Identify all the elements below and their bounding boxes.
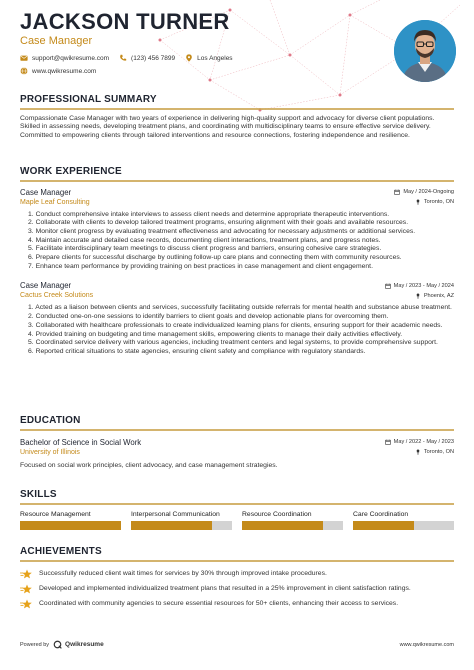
skills-section: [20, 489, 454, 530]
job-dates: [385, 283, 454, 289]
pin-icon: [415, 199, 421, 205]
contact-email[interactable]: [20, 54, 109, 62]
skill-level-bar: [353, 521, 454, 530]
job-dates-text: May / 2024-Ongoing: [403, 189, 454, 195]
pin-icon: [415, 449, 421, 455]
job-bullets: [20, 211, 454, 272]
education-location: [415, 449, 454, 455]
section-divider: [20, 429, 454, 431]
email-icon: [20, 54, 28, 62]
job-title: Case Manager: [20, 187, 72, 197]
job-location-text: Toronto, ON: [423, 199, 454, 205]
skill-item: [353, 511, 454, 530]
summary-section: [20, 94, 454, 140]
candidate-role: Case Manager: [20, 35, 93, 47]
achievement-item: [20, 599, 454, 609]
job-location-text: Phoenix, AZ: [423, 292, 454, 299]
skill-name: Care Coordination: [353, 510, 409, 518]
job-dates: [394, 189, 454, 195]
section-divider: [20, 108, 454, 110]
website-text: www.qwikresume.com: [32, 67, 97, 75]
candidate-name: JACKSON TURNER: [20, 9, 230, 34]
phone-text: (123) 456 7899: [131, 54, 176, 62]
job-bullet: Maintain accurate and detailed case records, documenting client interactions, treatment plans, and progress notes.: [35, 236, 381, 244]
job-entry-2: [20, 281, 454, 356]
pin-icon: [415, 293, 421, 299]
section-divider: [20, 503, 454, 505]
education-location-text: Toronto, ON: [423, 449, 454, 455]
degree-title: Bachelor of Science in Social Work: [20, 437, 142, 447]
experience-heading: WORK EXPERIENCE: [20, 166, 122, 177]
resume-header: [20, 10, 380, 75]
powered-by: [20, 640, 104, 649]
contact-website[interactable]: [20, 67, 96, 75]
skill-item: [20, 511, 121, 530]
section-divider: [20, 180, 454, 182]
job-bullet: Reported critical situations to state agencies, ensuring client safety and compliance with regulatory standards.: [35, 347, 366, 355]
skill-item: [242, 511, 343, 530]
summary-heading: PROFESSIONAL SUMMARY: [20, 94, 157, 105]
skill-name: Resource Management: [20, 510, 91, 518]
achievements-heading: ACHIEVEMENTS: [20, 546, 102, 557]
summary-text: Compassionate Case Manager with two years of experience in delivering high-quality support and advocacy for diverse client populations. Skilled in assessing needs, developing treatment plans, and coordinating with multidisciplinary teams to ensure effective service delivery. Committed to empowering clients through tailored interventions and resource connections, fostering independence and resilience.: [20, 114, 435, 139]
section-divider: [20, 560, 454, 562]
job-bullet: Conduct comprehensive intake interviews to assess client needs and determine appropriate therapeutic interventions.: [35, 210, 390, 218]
achievements-section: [20, 546, 454, 609]
education-dates: [385, 439, 454, 445]
experience-section: [20, 166, 454, 357]
achievement-item: [20, 584, 454, 594]
skill-name: Interpersonal Communication: [131, 510, 220, 518]
star-icon: [20, 584, 33, 594]
job-bullet: Provided training on budgeting and time management skills, empowering clients to manage their daily activities effectively.: [35, 330, 403, 338]
education-section: [20, 415, 454, 470]
job-entry-1: [20, 188, 454, 272]
person-avatar-icon: [394, 20, 456, 82]
job-bullet: Collaborate with clients to develop tailored treatment programs, ensuring alignment with their goals and available resources.: [35, 219, 409, 227]
page-footer: [20, 640, 454, 649]
achievement-text: Successfully reduced client wait times for services by 30% through improved intake procedures.: [39, 570, 327, 577]
achievement-text: Developed and implemented individualized treatment plans that resulted in a 25% improvement in client satisfaction ratings.: [39, 585, 411, 592]
skill-level-fill: [353, 521, 414, 530]
profile-photo: [394, 20, 456, 82]
skill-level-fill: [20, 521, 121, 530]
job-title: Case Manager: [20, 281, 72, 291]
contact-row: [20, 54, 380, 62]
school-name: University of Illinois: [20, 448, 80, 456]
job-dates-text: May / 2023 - May / 2024: [393, 282, 454, 289]
brand-name: Qwikresume: [65, 641, 104, 648]
job-bullet: Conducted one-on-one sessions to identify barriers to client goals and develop actionable plans for overcoming them.: [35, 313, 389, 321]
skills-list: [20, 511, 454, 530]
skills-heading: SKILLS: [20, 489, 57, 500]
job-location: [415, 199, 454, 205]
job-bullet: Prepare clients for successful discharge by outlining follow-up care plans and connecting them with community resources.: [35, 254, 402, 262]
achievement-text: Coordinated with community agencies to secure essential resources for 50+ clients, enhancing their access to services.: [39, 600, 399, 607]
job-bullet: Facilitate interdisciplinary team meetings to discuss client progress and barriers, ensuring cohesive care strategies.: [35, 245, 382, 253]
footer-url[interactable]: www.qwikresume.com: [399, 641, 454, 648]
location-text: Los Angeles: [197, 54, 233, 62]
globe-icon: [20, 67, 28, 75]
job-bullet: Monitor client progress by evaluating treatment effectiveness and advocating for necessary adjustments or additional services.: [35, 227, 416, 235]
contact-phone[interactable]: [119, 54, 175, 62]
skill-level-fill: [242, 521, 323, 530]
star-icon: [20, 569, 33, 579]
job-bullets: [20, 304, 454, 356]
phone-icon: [119, 54, 127, 62]
contact-location: [185, 54, 232, 62]
skill-level-bar: [131, 521, 232, 530]
skill-name: Resource Coordination: [242, 510, 312, 518]
qwikresume-logo-icon: [53, 640, 62, 649]
job-organization: Cactus Creek Solutions: [20, 292, 94, 300]
skill-level-bar: [20, 521, 121, 530]
education-description: Focused on social work principles, client advocacy, and case management strategies.: [20, 461, 278, 469]
job-location: [415, 293, 454, 299]
education-dates-text: May / 2022 - May / 2023: [393, 439, 454, 445]
skill-item: [131, 511, 232, 530]
skill-level-bar: [242, 521, 343, 530]
education-entry: [20, 438, 454, 471]
email-text: support@qwikresume.com: [32, 54, 110, 62]
achievement-item: [20, 569, 454, 579]
job-organization: Maple Leaf Consulting: [20, 198, 90, 206]
contact-row-2: [20, 67, 380, 75]
job-bullet: Acted as a liaison between clients and services, successfully facilitating outside referrals for mental health and substance abuse treatment.: [35, 304, 452, 312]
location-pin-icon: [185, 54, 193, 62]
job-bullet: Enhance team performance by providing training on best practices in case management and client engagement.: [35, 262, 373, 270]
job-bullet: Coordinated service delivery with various agencies, including treatment centers and legal systems, to provide comprehensive support.: [35, 339, 438, 347]
powered-by-label: Powered by: [20, 641, 50, 648]
star-icon: [20, 599, 33, 609]
calendar-icon: [385, 283, 391, 289]
job-bullet: Collaborated with healthcare professionals to create individualized learning plans for clients, ensuring support for their academic needs.: [35, 321, 443, 329]
skill-level-fill: [131, 521, 212, 530]
calendar-icon: [385, 439, 391, 445]
calendar-icon: [394, 189, 400, 195]
education-heading: EDUCATION: [20, 415, 81, 426]
